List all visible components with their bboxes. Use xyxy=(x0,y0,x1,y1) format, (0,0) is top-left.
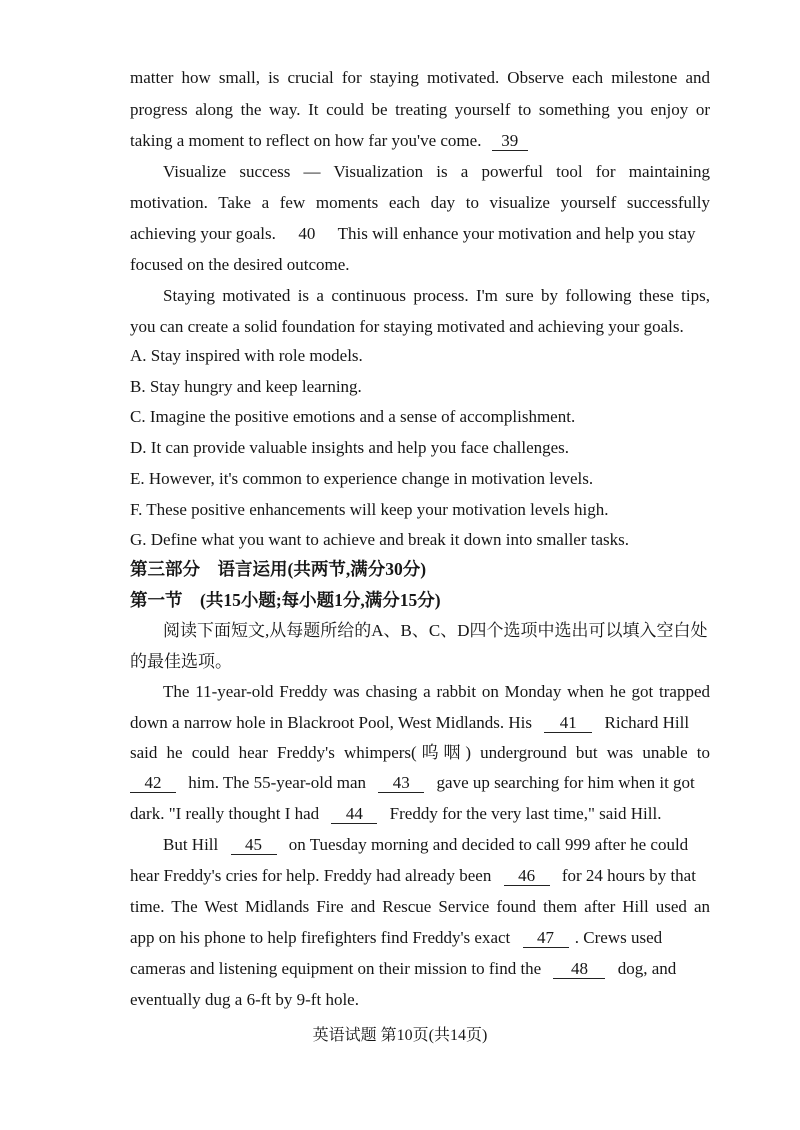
cloze-text: dark. "I really thought I had xyxy=(130,804,320,823)
instructions-line: 的最佳选项。 xyxy=(130,652,232,671)
cloze-line: time. The West Midlands Fire and Rescue Service found them after Hill used an xyxy=(130,897,710,916)
cloze-line xyxy=(130,928,710,948)
cloze-line: said he could hear Freddy's whimpers(呜咽) underground but was unable to xyxy=(130,743,710,762)
cloze-line: The 11-year-old Freddy was chasing a rabbit on Monday when he got trapped xyxy=(163,682,710,701)
option-g: G. Define what you want to achieve and break it down into smaller tasks. xyxy=(130,530,630,549)
blank-40: 40 xyxy=(298,224,316,243)
page-footer: 英语试题 第10页(共14页) xyxy=(312,1027,488,1044)
passage-text: achieving your goals. xyxy=(130,224,276,243)
blank-39: 39 xyxy=(492,132,528,151)
cloze-text: on Tuesday morning and decided to call 999 after he could xyxy=(288,835,689,854)
blank-45: 45 xyxy=(231,836,277,855)
blank-47: 47 xyxy=(523,929,569,948)
option-e: E. However, it's common to experience change in motivation levels. xyxy=(130,469,594,488)
cloze-text: for 24 hours by that xyxy=(561,866,696,885)
passage-line xyxy=(130,224,710,244)
blank-46: 46 xyxy=(504,867,550,886)
option-c: C. Imagine the positive emotions and a sense of accomplishment. xyxy=(130,407,576,426)
blank-44: 44 xyxy=(331,805,377,824)
blank-43: 43 xyxy=(378,774,424,793)
instructions-line: 阅读下面短文,从每题所给的A、B、C、D四个选项中选出可以填入空白处 xyxy=(163,621,708,640)
cloze-line xyxy=(163,835,710,855)
cloze-text: Freddy for the very last time," said Hill. xyxy=(389,804,662,823)
cloze-line xyxy=(130,773,710,793)
passage-text: taking a moment to reflect on how far you've come. xyxy=(130,131,482,150)
cloze-text: dog, and xyxy=(617,959,677,978)
cloze-text: cameras and listening equipment on their mission to find the xyxy=(130,959,542,978)
section1-title: 第一节 (共15小题;每小题1分,满分15分) xyxy=(130,590,441,610)
cloze-text: hear Freddy's cries for help. Freddy had already been xyxy=(130,866,492,885)
passage-line: matter how small, is crucial for staying motivated. Observe each milestone and xyxy=(130,68,710,87)
part3-title: 第三部分 语言运用(共两节,满分30分) xyxy=(130,559,427,579)
blank-41: 41 xyxy=(544,714,592,733)
blank-48: 48 xyxy=(553,960,605,979)
cloze-line xyxy=(130,713,710,733)
cloze-text: But Hill xyxy=(163,835,219,854)
option-b: B. Stay hungry and keep learning. xyxy=(130,377,362,396)
passage-line: focused on the desired outcome. xyxy=(130,255,350,274)
cloze-line: eventually dug a 6-ft by 9-ft hole. xyxy=(130,990,359,1009)
option-a: A. Stay inspired with role models. xyxy=(130,346,363,365)
cloze-text: down a narrow hole in Blackroot Pool, West Midlands. His xyxy=(130,713,533,732)
cloze-line xyxy=(130,959,710,979)
passage-line xyxy=(130,131,710,151)
cloze-line xyxy=(130,804,710,824)
cloze-line xyxy=(130,866,710,886)
cloze-text: Richard Hill xyxy=(604,713,690,732)
cloze-text: him. The 55-year-old man xyxy=(188,773,367,792)
blank-42: 42 xyxy=(130,774,176,793)
cloze-text: gave up searching for him when it got xyxy=(436,773,695,792)
passage-line: progress along the way. It could be treating yourself to something you enjoy or xyxy=(130,100,710,119)
cloze-text: app on his phone to help firefighters find Freddy's exact xyxy=(130,928,511,947)
option-d: D. It can provide valuable insights and help you face challenges. xyxy=(130,438,570,457)
passage-text: This will enhance your motivation and help you stay xyxy=(337,224,696,243)
passage-line: Visualize success — Visualization is a powerful tool for maintaining xyxy=(163,162,710,181)
passage-line: you can create a solid foundation for staying motivated and achieving your goals. xyxy=(130,317,684,336)
passage-line: Staying motivated is a continuous process. I'm sure by following these tips, xyxy=(163,286,710,305)
option-f: F. These positive enhancements will keep your motivation levels high. xyxy=(130,500,609,519)
cloze-text: . Crews used xyxy=(574,928,663,947)
passage-line: motivation. Take a few moments each day to visualize yourself successfully xyxy=(130,193,710,212)
